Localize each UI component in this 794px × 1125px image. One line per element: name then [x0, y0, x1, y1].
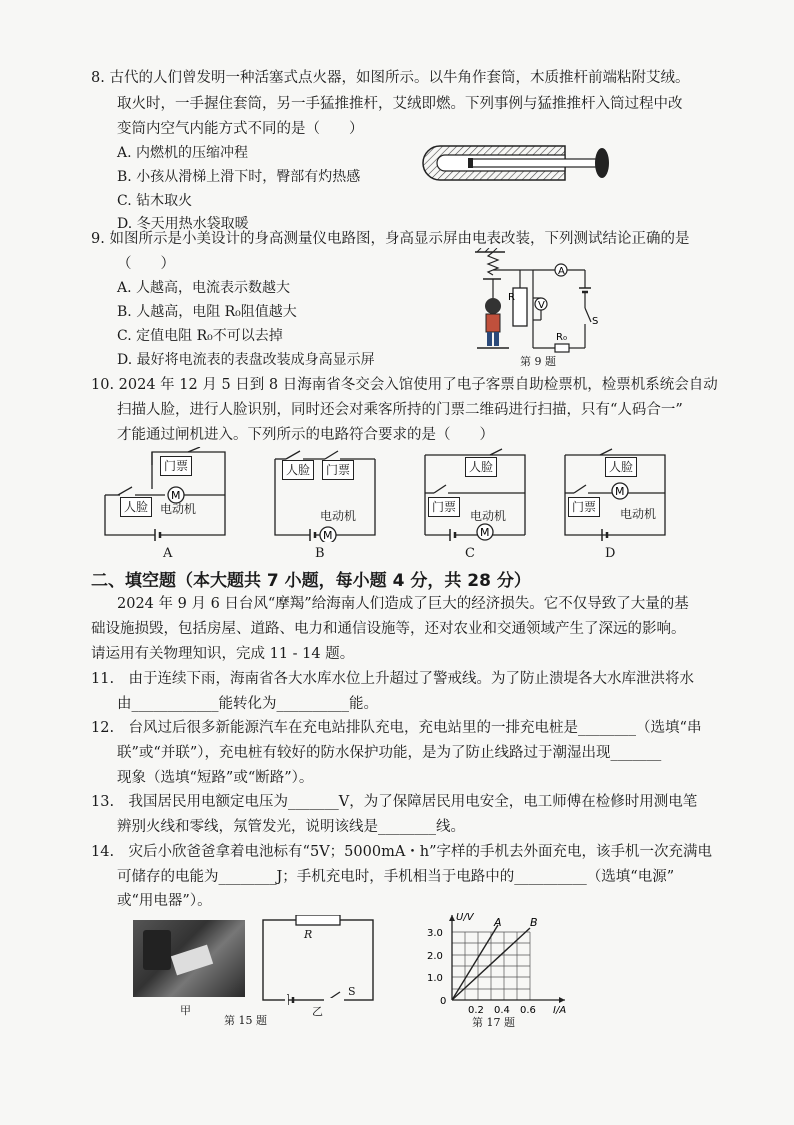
- q8-option-d: D. 冬天用热水袋取暖: [117, 216, 249, 232]
- section-2-intro-3: 请运用有关物理知识，完成 11 - 14 题。: [91, 646, 355, 662]
- q8-option-b: B. 小孩从滑梯上滑下时，臀部有灼热感: [117, 169, 361, 185]
- circuit-d-motor-label: 电动机: [620, 507, 657, 521]
- circuit-option-b[interactable]: [270, 447, 380, 561]
- height-meter-circuit: [475, 248, 605, 356]
- fig17-y-tick-1: 1.0: [427, 973, 443, 984]
- charger-photo: [133, 920, 245, 997]
- q14-line-3: 或“用电器”）。: [117, 893, 212, 909]
- fig17-line-b-label: B: [530, 916, 538, 929]
- q8-option-c: C. 钻木取火: [117, 193, 193, 209]
- q14-line-2: 可储存的电能为________J；手机充电时，手机相当于电路中的__________（选填“电源”: [117, 869, 675, 885]
- q14-line-1: 14. 灾后小欣爸爸拿着电池标有“5V；5000mA・h”字样的手机去外面充电，该手机一次充满电: [91, 844, 713, 860]
- fig17-y-axis-label: U/V: [456, 912, 474, 923]
- circuit-option-a[interactable]: [100, 447, 235, 561]
- q9-resistor-r-label: R: [508, 292, 515, 303]
- section-2-title: 二、填空题（本大题共 7 小题，每小题 4 分，共 28 分）: [91, 571, 531, 591]
- q8-line-1: 8. 古代的人们曾发明一种活塞式点火器，如图所示。以牛角作套筒，木质推杆前端粘附艾绒。: [91, 70, 690, 86]
- section-2-intro-2: 础设施损毁，包括房屋、道路、电力和通信设施等，还对农业和交通领域产生了深远的影响。: [91, 621, 686, 637]
- circuit-d-face-switch: 人脸: [605, 457, 637, 477]
- q13-line-1: 13. 我国居民用电额定电压为_______V，为了保障居民用电安全，电工师傅在检修时用测电笔: [91, 794, 698, 810]
- q8-line-2: 取火时，一手握住套筒，另一手猛推推杆，艾绒即燃。下列事例与猛推推杆入筒过程中改: [117, 96, 683, 112]
- circuit-d-ticket-switch: 门票: [568, 497, 600, 517]
- q9-option-d: D. 最好将电流表的表盘改装成身高显示屏: [117, 352, 375, 368]
- q11-line-1: 11. 由于连续下雨，海南省各大水库水位上升超过了警戒线。为了防止溃堤各大水库泄洪将水: [91, 671, 695, 687]
- q10-line-2: 扫描人脸，进行人脸识别，同时还会对乘客所持的门票二维码进行扫描，只有“人码合一”: [117, 402, 683, 418]
- fig17-caption: 第 17 题: [472, 1016, 515, 1029]
- q9-option-b: B. 人越高，电阻 R₀阻值越大: [117, 304, 297, 320]
- circuit-b-motor-label: 电动机: [320, 509, 357, 523]
- q13-line-2: 辨别火线和零线，氖管发光，说明该线是________线。: [117, 819, 465, 835]
- fig17-y-tick-2: 2.0: [427, 951, 443, 962]
- fig15-label-jia: 甲: [180, 1004, 191, 1017]
- circuit-c-motor-symbol: M: [480, 526, 490, 539]
- circuit-option-c[interactable]: [420, 447, 530, 561]
- q9-option-a: A. 人越高，电流表示数越大: [117, 280, 291, 296]
- circuit-b-ticket-switch: 门票: [322, 460, 354, 480]
- fig17-x-tick-0-4: 0.4: [494, 1005, 510, 1016]
- fig15-switch-label: S: [348, 985, 356, 998]
- q8-line-3: 变筒内空气内能方式不同的是（ ）: [117, 121, 364, 137]
- circuit-c-ticket-switch: 门票: [428, 497, 460, 517]
- circuit-b-motor-symbol: M: [323, 529, 333, 542]
- circuit-a-motor-symbol: M: [171, 489, 181, 502]
- fig17-ui-graph: [420, 910, 585, 1020]
- circuit-a-motor-label: 电动机: [160, 502, 197, 516]
- q9-figure-caption: 第 9 题: [520, 355, 556, 368]
- fig15-resistor-label: R: [304, 928, 313, 941]
- circuit-a-ticket-switch: 门票: [160, 456, 192, 476]
- q8-option-a: A. 内燃机的压缩冲程: [117, 145, 249, 161]
- fig17-y-tick-0: 0: [440, 996, 447, 1007]
- q9-option-c: C. 定值电阻 R₀不可以去掉: [117, 328, 283, 344]
- fig15-caption: 第 15 题: [224, 1014, 267, 1027]
- circuit-option-d[interactable]: [560, 447, 670, 561]
- circuit-c-letter: C: [465, 546, 475, 561]
- fire-piston-figure: [415, 138, 615, 188]
- fig17-y-tick-3: 3.0: [427, 928, 443, 939]
- fig15-circuit: [258, 915, 378, 1005]
- circuit-c-face-switch: 人脸: [465, 457, 497, 477]
- q11-line-2: 由____________能转化为__________能。: [117, 696, 378, 712]
- q9-line-2: （ ）: [117, 256, 175, 272]
- section-2-intro-1: 2024 年 9 月 6 日台风“摩羯”给海南人们造成了巨大的经济损失。它不仅导致了大量的基: [117, 596, 689, 612]
- q9-line-1: 9. 如图所示是小美设计的身高测量仪电路图，身高显示屏由电表改装，下列测试结论正确的是: [91, 231, 690, 247]
- circuit-a-face-switch: 人脸: [120, 497, 152, 517]
- q9-switch-s-label: S: [592, 316, 599, 327]
- circuit-d-letter: D: [605, 546, 616, 561]
- fig17-x-axis-label: I/A: [553, 1005, 567, 1016]
- fig15-label-yi: 乙: [312, 1005, 323, 1018]
- fig17-x-tick-0-6: 0.6: [520, 1005, 536, 1016]
- q10-line-1: 10. 2024 年 12 月 5 日到 8 日海南省冬交会入馆使用了电子客票自助检票机，检票机系统会自动: [91, 377, 718, 393]
- circuit-c-motor-label: 电动机: [470, 509, 507, 523]
- q9-voltmeter-label: V: [538, 300, 545, 311]
- fig17-x-tick-0-2: 0.2: [468, 1005, 484, 1016]
- q10-line-3: 才能通过闸机进入。下列所示的电路符合要求的是（ ）: [117, 427, 494, 443]
- q9-ammeter-label: A: [558, 266, 565, 277]
- circuit-b-letter: B: [315, 546, 325, 561]
- circuit-a-letter: A: [163, 546, 173, 561]
- q12-line-1: 12. 台风过后很多新能源汽车在充电站排队充电，充电站里的一排充电桩是________（选填“串: [91, 720, 702, 736]
- q9-resistor-r0-label: R₀: [556, 332, 567, 343]
- q12-line-3: 现象（选填“短路”或“断路”）。: [117, 770, 314, 786]
- circuit-b-face-switch: 人脸: [282, 460, 314, 480]
- fig17-line-a-label: A: [494, 916, 502, 929]
- q12-line-2: 联”或“并联”），充电桩有较好的防水保护功能，是为了防止线路过于潮湿出现_______: [117, 745, 662, 761]
- circuit-d-motor-symbol: M: [615, 485, 625, 498]
